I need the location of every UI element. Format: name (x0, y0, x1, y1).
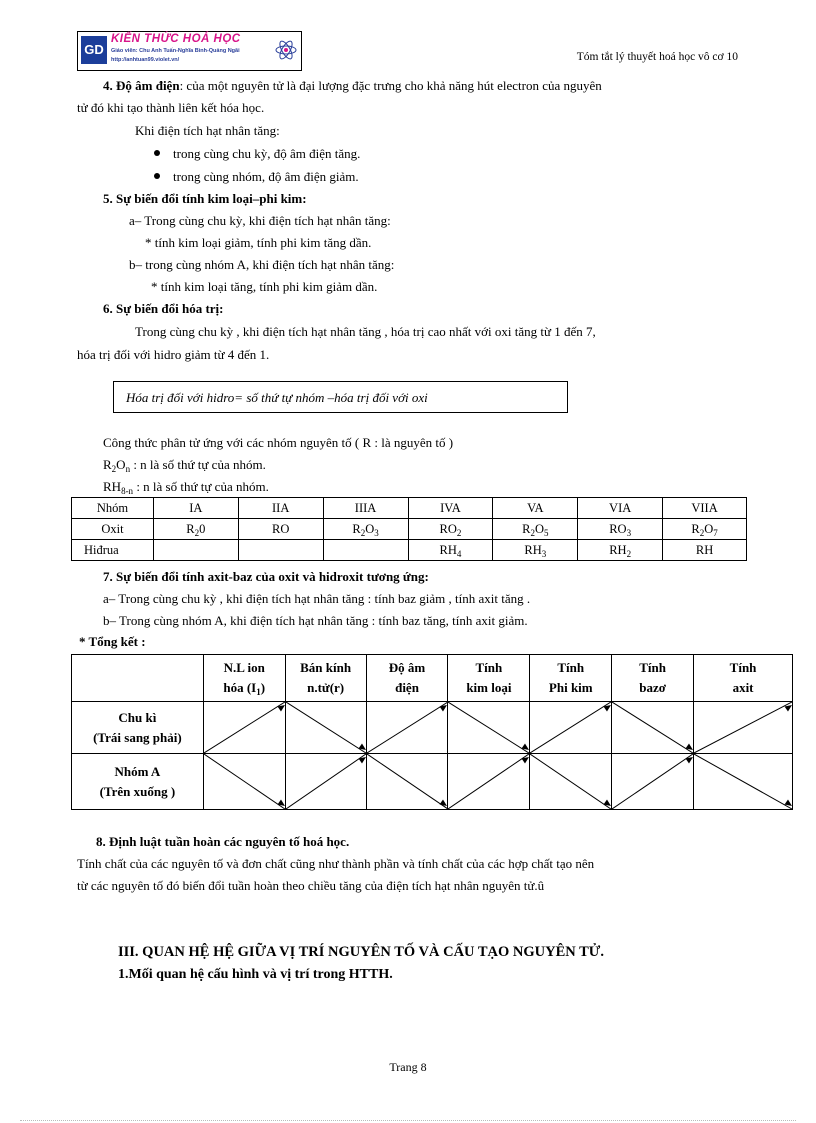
valence-rule-text: Hóa trị đối với hidro= số thứ tự nhóm –hóa trị đối với oxi (126, 390, 428, 405)
table-cell: $R_20$ (153, 519, 238, 540)
trend-arrow-cell (285, 702, 366, 754)
table-header-cell: VIA (578, 498, 663, 519)
valence-table (71, 497, 747, 561)
arrow-up-right-icon (530, 702, 611, 753)
bullet-icon (154, 173, 160, 179)
table-row (72, 540, 747, 561)
arrow-down-right-icon (204, 754, 285, 809)
section-7-heading: 7. Sự biến đổi tính axit-baz của oxit và hidroxit tương ứng: (103, 569, 429, 584)
arrow-up-right-icon (612, 754, 693, 809)
trend-arrow-cell (612, 702, 694, 754)
table-header-cell: IIIA (323, 498, 408, 519)
trend-arrow-cell (448, 754, 530, 810)
arrow-down-right-icon (367, 754, 448, 809)
table-cell (323, 540, 408, 561)
arrow-down-right-icon (694, 754, 792, 809)
formula-intro: Công thức phân tử ứng với các nhóm nguyên tố ( R : là nguyên tố ) (103, 435, 454, 450)
trend-arrow-cell (203, 702, 285, 754)
arrow-up-right-icon (694, 702, 792, 753)
section-III-heading: III. QUAN HỆ HỆ GIỮA VỊ TRÍ NGUYÊN TỐ VÀ CẤU TẠO NGUYÊN TỬ. (118, 944, 604, 960)
arrow-up-right-icon (286, 754, 366, 809)
section-8-heading: 8. Định luật tuần hoàn các nguyên tố hoá học. (96, 834, 350, 849)
arrow-down-right-icon (448, 702, 529, 753)
trend-arrow-cell (530, 702, 612, 754)
trend-arrow-cell (612, 754, 694, 810)
section-6-text2: hóa trị đối với hidro giảm từ 4 đến 1. (77, 347, 270, 362)
page-number: Trang 8 (389, 1060, 427, 1074)
section-4-heading: 4. Độ âm điện (103, 78, 180, 93)
row-label: Hiđrua (72, 540, 154, 561)
summary-col-basic: Tính bazơ (612, 655, 694, 702)
summary-row-group (72, 754, 793, 810)
section-5-b-detail: * tính kim loại tăng, tính phi kim giảm dần. (151, 279, 378, 294)
table-header-cell: IVA (408, 498, 493, 519)
summary-header-row (72, 655, 793, 702)
section-5-b: b– trong cùng nhóm A, khi điện tích hạt nhân tăng: (129, 257, 395, 272)
arrow-up-right-icon (448, 754, 529, 809)
header-logo (77, 31, 302, 71)
table-cell: RH (663, 540, 747, 561)
logo-url: http://anhtuan99.violet.vn/ (111, 57, 180, 63)
table-cell: $RO_2$ (408, 519, 493, 540)
table-header-cell: VA (493, 498, 578, 519)
trend-arrow-cell (203, 754, 285, 810)
section-4-text2: tử đó khi tạo thành liên kết hóa học. (77, 100, 265, 115)
table-cell: $R_2O_7$ (663, 519, 747, 540)
row-label: Nhóm A (Trên xuống ) (72, 754, 204, 810)
section-5-a: a– Trong cùng chu kỳ, khi điện tích hạt nhân tăng: (129, 213, 391, 228)
formula-oxide: $R_2O_n$ : n là số thứ tự của nhóm. (103, 457, 266, 474)
bullet-item: trong cùng nhóm, độ âm điện giảm. (154, 169, 359, 185)
trend-arrow-cell (694, 702, 793, 754)
table-row (72, 519, 747, 540)
section-4-intro: Khi điện tích hạt nhân tăng: (135, 123, 280, 138)
table-cell: $R_2O_5$ (493, 519, 578, 540)
trend-arrow-cell (366, 754, 448, 810)
atom-icon (274, 36, 298, 64)
arrow-down-right-icon (612, 702, 693, 753)
arrow-up-right-icon (367, 702, 448, 753)
summary-row-period (72, 702, 793, 754)
logo-mark: GD (81, 36, 107, 64)
summary-corner (72, 655, 204, 702)
table-header-cell: IA (153, 498, 238, 519)
page-bottom-divider (20, 1120, 796, 1121)
table-header-cell: VIIA (663, 498, 747, 519)
summary-col-metallic: Tính kim loại (448, 655, 530, 702)
section-4-text1: : của một nguyên tử là đại lượng đặc trưng cho khả năng hút electron của nguyên (179, 78, 602, 93)
summary-col-nonmetallic: Tính Phi kim (530, 655, 612, 702)
section-III-sub: 1.Mối quan hệ cấu hình và vị trí trong HTTH. (118, 967, 393, 982)
table-cell (238, 540, 323, 561)
valence-rule-box (113, 381, 568, 413)
summary-col-ionization: N.L ion hóa $(I_1)$ (203, 655, 285, 702)
table-cell: $RH_2$ (578, 540, 663, 561)
arrow-down-right-icon (286, 702, 366, 753)
section-4-line1 (103, 78, 602, 94)
section-8-text2: từ các nguyên tố đó biến đổi tuần hoàn theo chiều tăng của điện tích hạt nhân nguyên tử.û (77, 878, 545, 893)
trend-arrow-cell (530, 754, 612, 810)
summary-col-electronegativity: Độ âm điện (366, 655, 448, 702)
section-7-b: b– Trong cùng nhóm A, khi điện tích hạt nhân tăng : tính baz tăng, tính axit giảm. (103, 613, 528, 628)
section-6-heading: 6. Sự biến đổi hóa trị: (103, 301, 224, 316)
table-cell (153, 540, 238, 561)
trend-arrow-cell (366, 702, 448, 754)
table-header-cell: IIA (238, 498, 323, 519)
summary-heading: * Tổng kết : (79, 634, 146, 649)
summary-table (71, 654, 793, 810)
table-cell: $R_2O_3$ (323, 519, 408, 540)
arrow-up-right-icon (204, 702, 285, 753)
trend-arrow-cell (448, 702, 530, 754)
section-5-heading: 5. Sự biến đổi tính kim loại–phi kim: (103, 191, 307, 206)
formula-hydride: $RH_{8-n}$ : n là số thứ tự của nhóm. (103, 479, 269, 496)
trend-arrow-cell (694, 754, 793, 810)
table-cell: $RH_3$ (493, 540, 578, 561)
logo-subtitle: Giáo viên: Chu Anh Tuấn-Nghĩa Bình-Quảng Ngãi (111, 48, 240, 54)
section-5-a-detail: * tính kim loại giảm, tính phi kim tăng dần. (145, 235, 372, 250)
trend-arrow-cell (285, 754, 366, 810)
row-label: Chu kì (Trái sang phải) (72, 702, 204, 754)
summary-col-acidic: Tính axit (694, 655, 793, 702)
section-8-text1: Tính chất của các nguyên tố và đơn chất cũng như thành phần và tính chất của các hợp chất tạo nên (77, 856, 595, 871)
section-6-text1: Trong cùng chu kỳ , khi điện tích hạt nhân tăng , hóa trị cao nhất với oxi tăng từ 1 đến 7, (135, 324, 596, 339)
table-cell: $RH_4$ (408, 540, 493, 561)
arrow-down-right-icon (530, 754, 611, 809)
summary-col-radius: Bán kính n.tử(r) (285, 655, 366, 702)
logo-title: KIẾN THỨC HOÁ HỌC (111, 33, 241, 45)
table-cell: RO (238, 519, 323, 540)
table-header-row (72, 498, 747, 519)
table-header-cell: Nhóm (72, 498, 154, 519)
document-title: Tóm tắt lý thuyết hoá học vô cơ 10 (576, 51, 738, 63)
row-label: Oxit (72, 519, 154, 540)
table-cell: $RO_3$ (578, 519, 663, 540)
bullet-item: trong cùng chu kỳ, độ âm điện tăng. (154, 146, 360, 162)
section-7-a: a– Trong cùng chu kỳ , khi điện tích hạt nhân tăng : tính baz giảm , tính axit tăng . (103, 591, 531, 606)
bullet-icon (154, 150, 160, 156)
